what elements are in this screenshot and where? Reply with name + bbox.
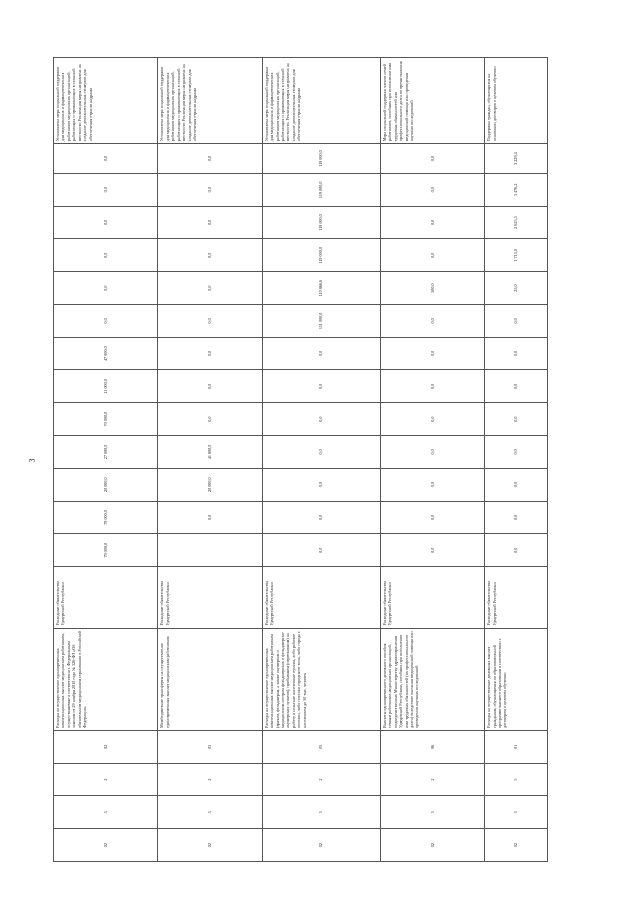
value-cell: 0,0	[485, 370, 548, 403]
code-cell: 02	[262, 829, 380, 862]
result-cell: Установлена мера социальной поддержки для медицинских и фармацевтических работников медицинских организаций, работающих и проживающих в сельской местности Реализация меры направлена на создание дополнительных стимулов для обеспечения отрасли кадрами	[158, 58, 262, 144]
description-cell: Расходы на осуществление единовременных компенсационных выплат медицинским работникам (врачам, фельдшерам, а также акушеркам и медицинским сестрам фельдшерских и фельдшерско-акушерских пунктов), прибывшим (переехавшим) на работу в сельские населенные пункты, либо рабочие поселки, либо поселки городского типа, либо города с населением до 50 тыс. человек	[262, 628, 380, 730]
value-cell: 11 000,0	[54, 370, 158, 403]
value-cell: 119 000,0	[262, 206, 380, 239]
description-cell: Расходы на осуществление единовременных компенсационных выплат медицинским работникам, осуществляемые в соответствии с Федеральным законом от 29 ноября 2010 года № 326-ФЗ «Об обязательном медицинском страховании в Российской Федерации»	[54, 628, 158, 730]
value-cell: 20 000,0	[158, 468, 262, 501]
value-cell: 500,0	[380, 272, 484, 305]
code-cell: 02	[158, 829, 262, 862]
code-cell: 02	[485, 829, 548, 862]
value-cell: 0,0	[380, 436, 484, 469]
value-cell: 0,0	[262, 436, 380, 469]
value-cell: 0,0	[380, 144, 484, 174]
code-cell: 5	[158, 796, 262, 829]
value-cell: 0,0	[158, 370, 262, 403]
executor-cell: Расходные обязательства Удмуртской Республики	[158, 567, 262, 628]
value-cell: 110 866,6	[262, 272, 380, 305]
table-row	[54, 58, 158, 862]
value-cell: 0,0	[380, 337, 484, 370]
code-cell: 2	[262, 763, 380, 796]
code-cell: 05	[262, 730, 380, 763]
value-cell: 0,0	[380, 370, 484, 403]
code-cell: 06	[380, 730, 484, 763]
code-cell: 02	[54, 829, 158, 862]
code-cell: 01	[485, 730, 548, 763]
value-cell: 0,0	[485, 304, 548, 337]
value-cell: 0,0	[54, 272, 158, 305]
description-cell: Расходы на осуществление денежных выплат гражданам, обучающимся по образовательной программе высшего образования в соответствии с договором о целевом обучении	[485, 628, 548, 730]
value-cell: 0,0	[380, 468, 484, 501]
value-cell: 0,0	[262, 337, 380, 370]
value-cell: 0,0	[54, 144, 158, 174]
executor-cell: Расходные обязательства Удмуртской Республики	[485, 567, 548, 628]
value-cell: 119 000,0	[262, 239, 380, 272]
code-cell: 5	[485, 763, 548, 796]
value-cell: 0,0	[54, 173, 158, 206]
result-cell: Установлена мера социальной поддержки для медицинских и фармацевтических работников медицинских организаций, работающих и проживающих в сельской местности Реализация меры направлена на создание дополнительных стимулов для обеспечения отрасли кадрами	[54, 58, 158, 144]
code-cell: 5	[380, 796, 484, 829]
result-cell: Установлена мера социальной поддержки для медицинских и фармацевтических работников медицинских организаций, работающих и проживающих в сельской местности. Реализация меры направлена на создание дополнительных стимулов для обеспечения отрасли кадрами	[262, 58, 380, 144]
value-cell: 0,0	[262, 370, 380, 403]
value-cell: 0,0	[54, 304, 158, 337]
value-cell: 0,0	[380, 534, 484, 567]
value-cell: 0,0	[158, 272, 262, 305]
value-cell: 0,0	[485, 337, 548, 370]
table-row	[262, 58, 380, 862]
value-cell: 0,0	[380, 403, 484, 436]
value-cell: 0,0	[158, 173, 262, 206]
value-cell: 0,0	[158, 304, 262, 337]
value-cell: 27 000,0	[54, 436, 158, 469]
value-cell: 20 000,0	[54, 468, 158, 501]
table-row	[380, 58, 484, 862]
value-cell: 47 000,0	[54, 337, 158, 370]
executor-cell: Расходные обязательства Удмуртской Республики	[380, 567, 484, 628]
value-cell: 0,0	[262, 403, 380, 436]
code-cell: 2	[158, 763, 262, 796]
value-cell: 0,0	[380, 173, 484, 206]
value-cell: 111 000,0	[262, 304, 380, 337]
value-cell: 2 625,5	[485, 206, 548, 239]
value-cell: 0,0	[158, 337, 262, 370]
executor-cell: Расходные обязательства Удмуртской Республики	[54, 567, 158, 628]
value-cell: 0,0	[262, 468, 380, 501]
value-cell: 0,0	[262, 534, 380, 567]
code-cell: 2	[380, 763, 484, 796]
result-cell: Мера социальной поддержки членов семей работников, погибших при исполнении ими трудовых обязанностей или профессионального долга во время оказания медицинской помощи или проведения научных исследований	[380, 58, 484, 144]
code-cell: 02	[380, 829, 484, 862]
value-cell: 0,0	[485, 534, 548, 567]
value-cell: 0,0	[485, 468, 548, 501]
value-cell: 0,0	[380, 239, 484, 272]
value-cell: 0,0	[54, 206, 158, 239]
value-cell: 0,0	[380, 206, 484, 239]
rotated-table-area	[53, 57, 548, 862]
code-cell: 5	[262, 796, 380, 829]
value-cell: 0,0	[485, 403, 548, 436]
value-cell: 0,0	[380, 304, 484, 337]
value-cell: 3 476,2	[485, 173, 548, 206]
value-cell: 0,0	[485, 501, 548, 534]
value-cell: 0,0	[485, 436, 548, 469]
value-cell: 79 000,0	[54, 501, 158, 534]
code-cell: 02	[54, 730, 158, 763]
value-cell: 3 229,4	[485, 144, 548, 174]
value-cell: 0,0	[54, 239, 158, 272]
value-cell: 25,0	[485, 272, 548, 305]
value-cell: 119 000,0	[262, 173, 380, 206]
value-cell: 41 800,0	[158, 436, 262, 469]
code-cell: 5	[485, 796, 548, 829]
executor-cell: Расходные обязательства Удмуртской Республики	[262, 567, 380, 628]
page-number: 3	[27, 458, 37, 463]
value-cell: 0,0	[262, 501, 380, 534]
value-cell: 79 000,0	[54, 534, 158, 567]
value-cell	[158, 534, 262, 567]
description-cell: Межбюджетные трансферты на осуществление единовременных выплат медицинским работникам	[158, 628, 262, 730]
table-row	[158, 58, 262, 862]
table-row	[485, 58, 548, 862]
value-cell: 0,0	[380, 501, 484, 534]
code-cell: 5	[54, 796, 158, 829]
value-cell: 0,0	[158, 501, 262, 534]
code-cell: 2	[54, 763, 158, 796]
value-cell: 70 000,0	[54, 403, 158, 436]
description-cell: Выплаты единовременного денежного пособия семьям работников медицинских организаций, подведомственных Министерству здравоохранения Удмуртской Республики, погибших при исполнении ими трудовых обязанностей (их профессионального долга) вследствие оказания медицинской помощи или проведения научных исследований	[380, 628, 484, 730]
value-cell: 119 000,0	[262, 144, 380, 174]
value-cell: 0,0	[158, 206, 262, 239]
value-cell: 0,0	[158, 239, 262, 272]
code-cell: 03	[158, 730, 262, 763]
value-cell: 0,0	[158, 144, 262, 174]
result-cell: Поддержка граждан, обучающихся на основании договоров о целевом обучении	[485, 58, 548, 144]
value-cell: 0,0	[158, 403, 262, 436]
expenditure-table	[53, 57, 548, 862]
value-cell: 1 715,0	[485, 239, 548, 272]
